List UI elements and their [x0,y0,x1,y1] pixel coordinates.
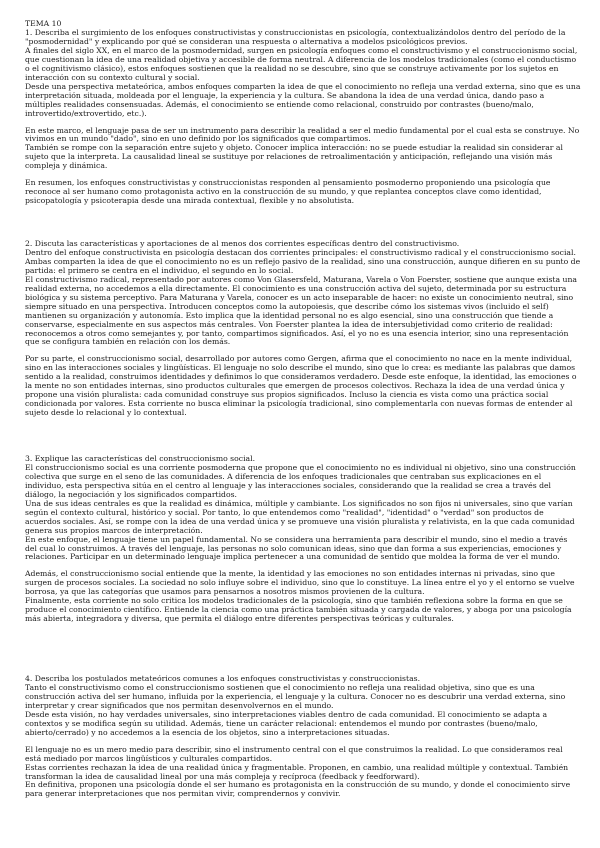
paragraph: Estas corrientes rechazan la idea de una realidad única y fragmentable. Proponen, en cambio, una realidad múltiple y contextual. También transforman la idea de causalidad lineal por una más compleja y recíproca (feedback y feedforward). [25,762,569,781]
question-heading: 3. Explique las características del construccionismo social. [25,454,256,463]
paragraph: Tanto el constructivismo como el construccionismo sostienen que el conocimiento no refleja una realidad objetiva, sino que es una construcción activa del ser humano, influida por la experiencia, el lenguaje y la cultura. Conocer no es descubrir una verdad externa, sino interpretar y crear significados que nos permitan desenvolvernos en el mundo. [25,682,566,710]
paragraph: También se rompe con la separación entre sujeto y objeto. Conocer implica interacción: no se puede estudiar la realidad sin considerar al sujeto que la interpreta. La causalidad lineal se sustituye por relaciones de retroalimentación y anticipación, reflejando una visión más compleja y dinámica. [25,143,563,171]
paragraph: Además, el construccionismo social entiende que la mente, la identidad y las emociones no son entidades internas ni privadas, sino que surgen de procesos sociales. La sociedad no solo influye sobre el individuo, sino que lo constituye. La línea entre el yo y el entorno se vuelve borrosa, ya que las categorías que usamos para pensarnos a nosotros mismos provienen de la cultura. [25,569,575,597]
paragraph: El lenguaje no es un mero medio para describir, sino el instrumento central con el que construimos la realidad. Lo que consideramos real está mediado por marcos lingüísticos y culturales compartidos. [25,744,563,763]
paragraph: Una de sus ideas centrales es que la realidad es dinámica, múltiple y cambiante. Los significados no son fijos ni universales, sino que varían según el contexto cultural, histórico y social. Por tanto, lo que entendemos como "realidad", "identidad" o "verdad" son productos de acuerdos sociales. Así, se rompe con la idea de una verdad única y se promueve una visión pluralista y relativista, en la que cada comunidad genera sus propios marcos de interpretación. [25,498,575,535]
paragraph: Desde una perspectiva metateórica, ambos enfoques comparten la idea de que el conocimiento no refleja una verdad externa, sino que es una interpretación situada, moldeada por el lenguaje, la experiencia y la cultura. Se abandona la idea de una verdad única, dando paso a múltiples realidades consensuadas. Además, el conocimiento se entiende como relacional, construido por contrastes (bueno/malo, introvertido/extrovertido, etc.). [25,81,581,118]
section-4 [25,675,581,799]
paragraph: En este enfoque, el lenguaje tiene un papel fundamental. No se considera una herramienta para describir el mundo, sino el medio a través del cual lo construimos. A través del lenguaje, las personas no solo comunican ideas, sino que dan forma a sus experiencias, emociones y relaciones. Participar en un determinado lenguaje implica pertenecer a una comunidad de sentido que moldea la forma de ver el mundo. [25,534,568,562]
section-2 [25,240,581,418]
paragraph: El constructivismo radical, representado por autores como Von Glasersfeld, Maturana, Varela o Von Foerster, sostiene que aunque exista una realidad externa, no accedemos a ella directamente. El conocimiento es una construcción activa del sujeto, determinada por su estructura biológica y su sistema perceptivo. Para Maturana y Varela, conocer es un acto inseparable de hacer: no existe un conocimiento neutral, sino siempre situado en una perspectiva. Introducen conceptos como la autopoiesis, que describe cómo los sistemas vivos (incluido el self) mantienen su organización y autonomía. Esto implica que la identidad personal no es algo esencial, sino una construcción que tiende a conservarse, especialmente en sus aspectos más centrales. Von Foerster plantea la idea de intersubjetividad como criterio de realidad: reconocemos a otros como semejantes y, por tanto, compartimos significados. Así, el yo no es una esencia interior, sino una representación que se configura también en relación con los demás. [25,274,578,347]
question-heading: 2. Discuta las características y aportaciones de al menos dos corrientes específicas dentro del constructivismo. [25,239,460,248]
question-heading: 1. Describa el surgimiento de los enfoques constructivistas y construccionistas en psicología, contextualizándolos dentro del período de la "posmodernidad" y explicando por qué se consideran una respuesta o alternativa a modelos psicológicos previos. [25,28,566,46]
paragraph: Por su parte, el construccionismo social, desarrollado por autores como Gergen, afirma que el conocimiento no nace en la mente individual, sino en las interacciones sociales y lingüísticas. El lenguaje no solo describe el mundo, sino que lo crea: es mediante las palabras que damos sentido a la realidad, construimos identidades y definimos lo que consideramos verdadero. Desde este enfoque, la identidad, las emociones o la mente no son entidades internas, sino productos culturales que emergen de procesos colectivos. Rechaza la idea de una verdad única y propone una visión pluralista: cada comunidad construye sus propios significados. Incluso la ciencia es vista como una práctica social condicionada por valores. Esta corriente no busca eliminar la psicología tradicional, sino complementarla con nuevas formas de entender al sujeto desde lo relacional y lo contextual. [25,354,577,418]
paragraph: El construccionismo social es una corriente posmoderna que propone que el conocimiento no es individual ni objetivo, sino una construcción colectiva que surge en el seno de las comunidades. A diferencia de los enfoques tradicionales que centraban sus explicaciones en el individuo, esta perspectiva sitúa en el centro al lenguaje y las interacciones sociales, considerando que la realidad se crea a través del diálogo, la negociación y los significados compartidos. [25,462,576,499]
section-3 [25,455,581,624]
paragraph: Dentro del enfoque constructivista en psicología destacan dos corrientes principales: el constructivismo radical y el construccionismo social. Ambas comparten la idea de que el conocimiento no es un reflejo pasivo de la realidad, sino una construcción, aunque difieren en su punto de partida: el primero se centra en el individuo, el segundo en lo social. [25,247,581,275]
section-1 [25,29,581,206]
paragraph: En definitiva, proponen una psicología donde el ser humano es protagonista en la construcción de su mundo, y donde el conocimiento sirve para generar interpretaciones que nos permitan vivir, comprendernos y convivir. [25,780,571,799]
paragraph: Finalmente, esta corriente no solo critica los modelos tradicionales de la psicología, sino que también reflexiona sobre la forma en que se produce el conocimiento científico. Entiende la ciencia como una práctica también situada y cargada de valores, y aboga por una psicología más abierta, integradora y diversa, que permita el diálogo entre diferentes perspectivas teóricas y culturales. [25,596,572,624]
paragraph: Desde esta visión, no hay verdades universales, sino interpretaciones viables dentro de cada comunidad. El conocimiento se adapta a contextos y se modifica según su utilidad. Además, tiene un carácter relacional: entendemos el mundo por contrastes (bueno/malo, abierto/cerrado) y no accedemos a la esencia de los objetos, sino a interpretaciones situadas. [25,709,548,737]
question-heading: 4. Describa los postulados metateóricos comunes a los enfoques constructivistas y construccionistas. [25,674,421,683]
paragraph: A finales del siglo XX, en el marco de la posmodernidad, surgen en psicología enfoques como el constructivismo y el construccionismo social, que cuestionan la idea de una realidad objetiva y accesible de forma neutral. A diferencia de los modelos tradicionales (como el conductismo o el cognitivismo clásico), estos enfoques sostienen que la realidad no se descubre, sino que se construye activamente por los sujetos en interacción con su contexto cultural y social. [25,45,578,82]
paragraph: En resumen, los enfoques constructivistas y construccionistas responden al pensamiento posmoderno proponiendo una psicología que reconoce al ser humano como protagonista activo en la construcción de su mundo, y que replantea conceptos clave como identidad, psicopatología y psicoterapia desde una mirada contextual, flexible y no absolutista. [25,178,551,206]
paragraph: En este marco, el lenguaje pasa de ser un instrumento para describir la realidad a ser el medio fundamental por el cual esta se construye. No vivimos en un mundo "dado", sino en uno definido por los significados que compartimos. [25,125,580,144]
document-title: TEMA 10 [25,19,62,28]
